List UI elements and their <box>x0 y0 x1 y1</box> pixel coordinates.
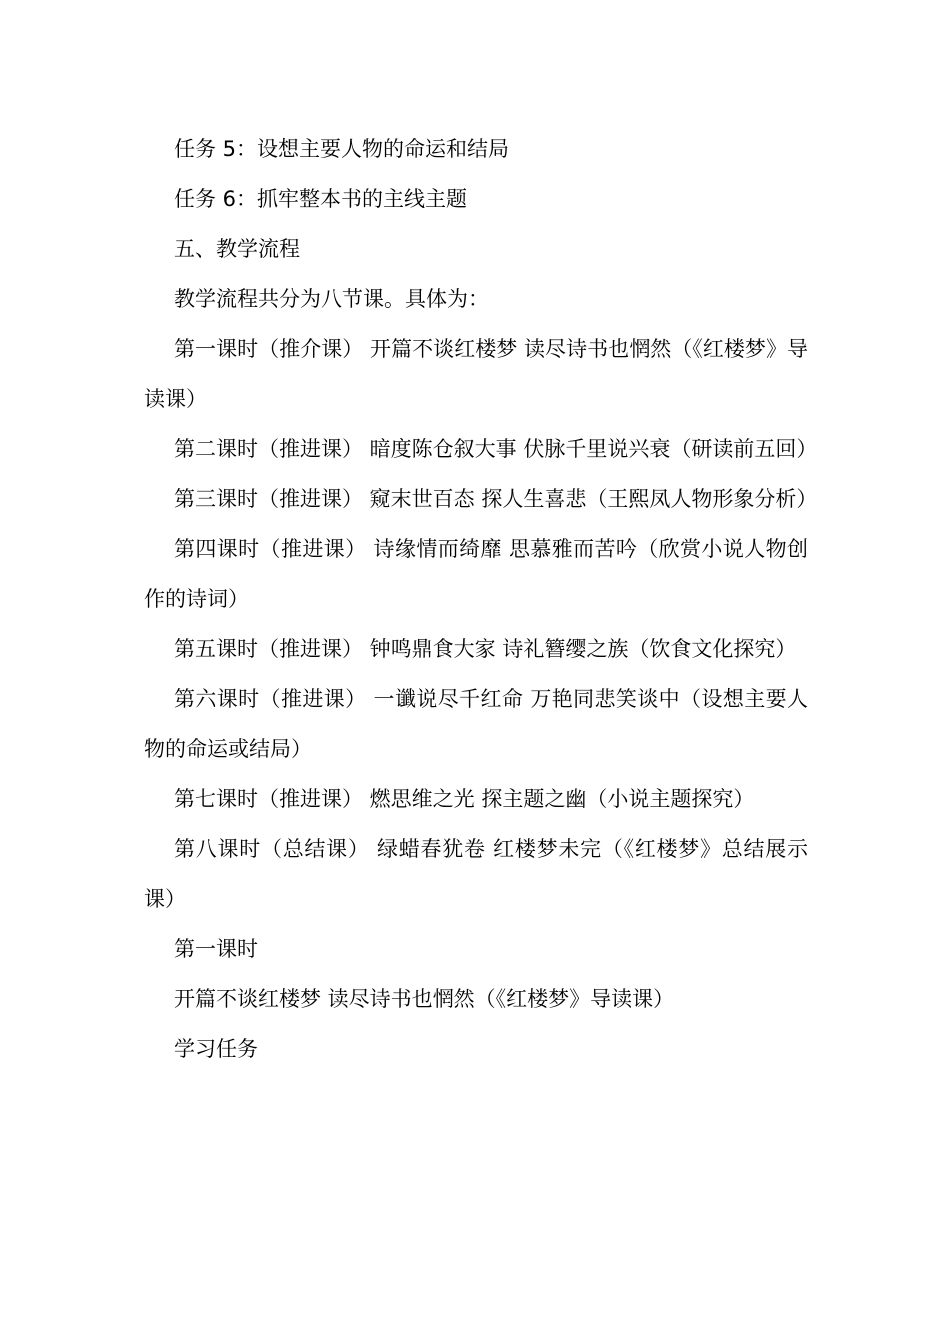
lesson-1-title: 开篇不谈红楼梦 读尽诗书也惘然（《红楼梦》导读课） <box>174 987 675 1011</box>
task-5-line: 任务 5：设想主要人物的命运和结局 <box>174 137 510 161</box>
lesson-7-item: 第七课时（推进课） 燃思维之光 探主题之幽（小说主题探究） <box>174 787 755 811</box>
lesson-6-item: 第六课时（推进课） 一谶说尽千红命 万艳同悲笑谈中（设想主要人物的命运或结局） <box>144 687 808 761</box>
lesson-1-item: 第一课时（推介课） 开篇不谈红楼梦 读尽诗书也惘然（《红楼梦》导读课） <box>144 337 808 411</box>
learning-tasks-heading: 学习任务 <box>174 1037 258 1061</box>
lesson-1-heading: 第一课时 <box>174 937 258 961</box>
lesson-4-item: 第四课时（推进课） 诗缘情而绮靡 思慕雅而苦吟（欣赏小说人物创作的诗词） <box>144 537 808 611</box>
lesson-5-item: 第五课时（推进课） 钟鸣鼎食大家 诗礼簪缨之族（饮食文化探究） <box>174 637 797 661</box>
document-body <box>144 124 818 1074</box>
task-6-line: 任务 6：抓牢整本书的主线主题 <box>174 187 468 211</box>
lesson-8-item: 第八课时（总结课） 绿蜡春犹卷 红楼梦未完（《红楼梦》总结展示课） <box>144 837 808 911</box>
flow-intro: 教学流程共分为八节课。具体为： <box>174 287 489 311</box>
lesson-2-item: 第二课时（推进课） 暗度陈仓叙大事 伏脉千里说兴衰（研读前五回） <box>174 437 818 461</box>
lesson-3-item: 第三课时（推进课） 窥末世百态 探人生喜悲（王熙凤人物形象分析） <box>174 487 818 511</box>
section-heading: 五、教学流程 <box>174 237 300 261</box>
